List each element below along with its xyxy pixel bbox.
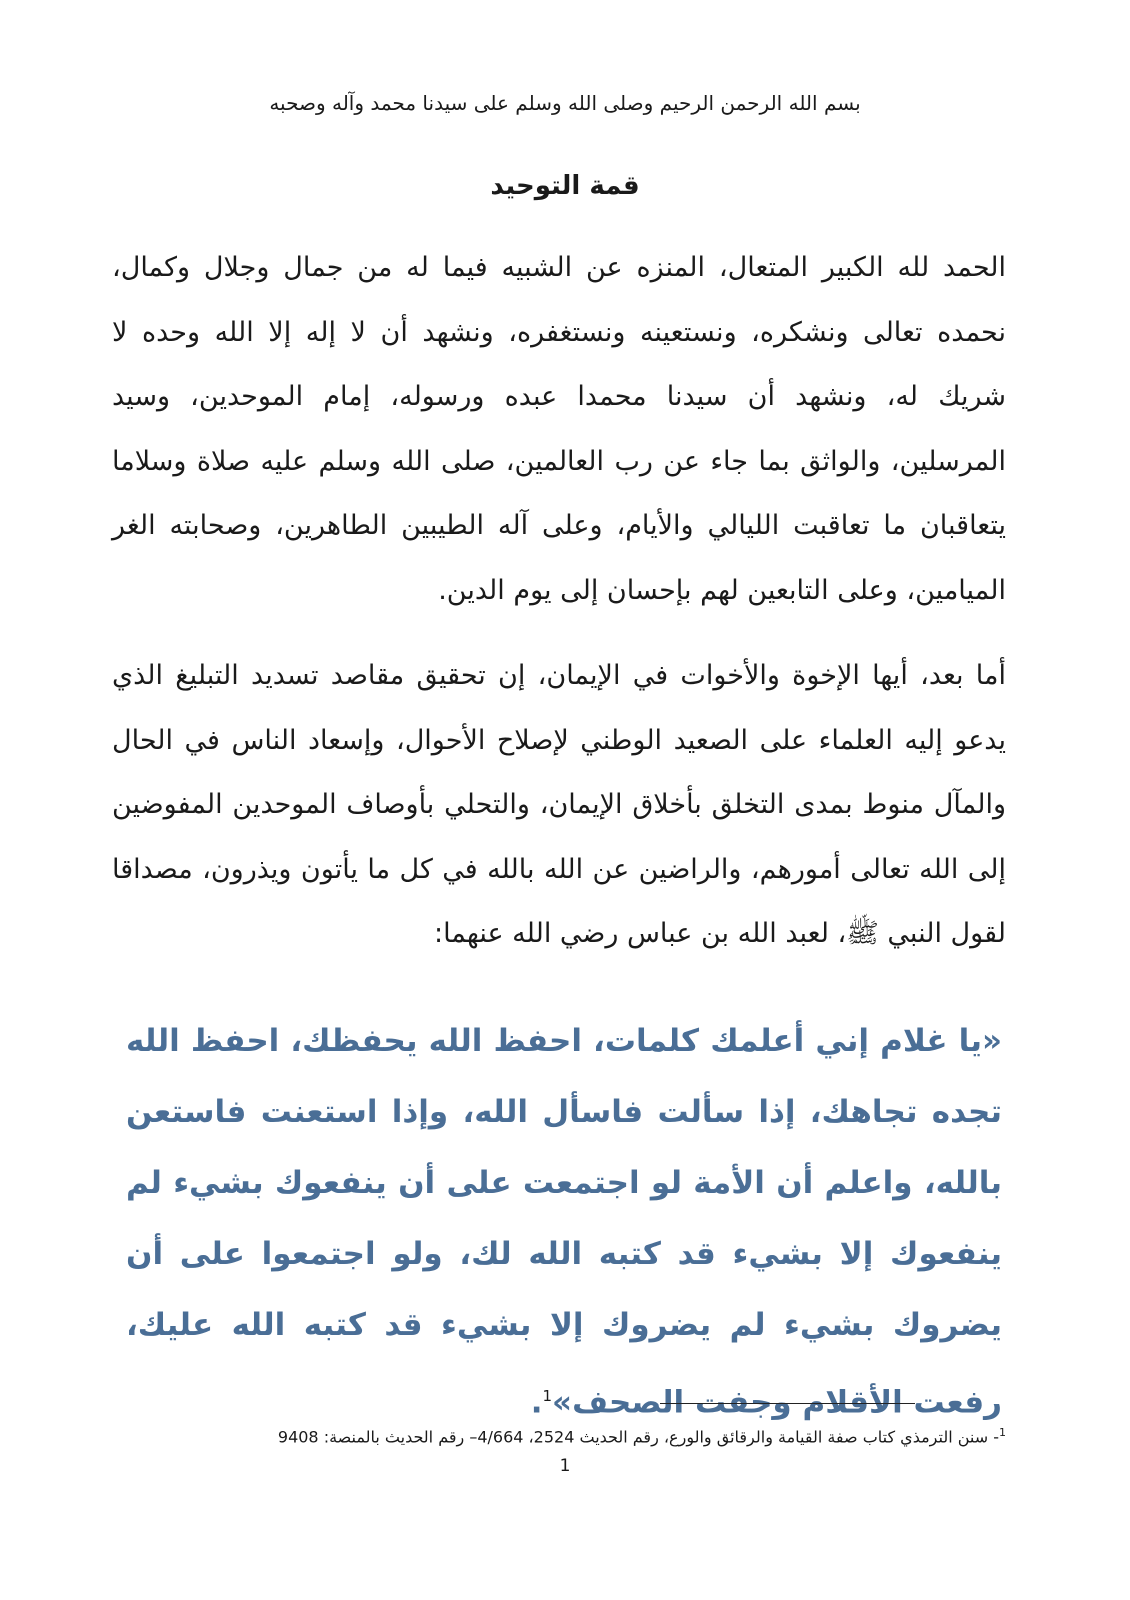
hadith-quote — [126, 1006, 1002, 1438]
hadith-end-punctuation: . — [530, 1384, 543, 1421]
page-number: 1 — [559, 1456, 571, 1476]
hadith-text: «يا غلام إني أعلمك كلمات، احفظ الله يحفظك، احفظ الله تجده تجاهك، إذا سألت فاسأل الله، وإذا استعنت فاستعن بالله، واعلم أن الأمة لو اجتمعت على أن ينفعوك بشيء لم ينفعوك إلا بشيء قد كتبه الله لك، ولو اجتمعوا على أن يضروك بشيء لم يضروك إلا بشيء قد كتبه الله عليك، رفعت الأقلام وجفت الصحف» — [126, 1023, 1002, 1421]
page-title: قمة التوحيد — [490, 171, 640, 201]
hadith-footnote-marker: 1 — [542, 1387, 553, 1405]
basmala-heading: بسم الله الرحمن الرحيم وصلى الله وسلم على سيدنا محمد وآله وصحبه — [269, 91, 861, 115]
footnote-separator — [660, 1403, 915, 1404]
footnote — [200, 1422, 1006, 1448]
footnote-text: - سنن الترمذي كتاب صفة القيامة والرقائق والورع، رقم الحديث 2524، 4/664– رقم الحديث بالمنصة: 9408 — [277, 1427, 999, 1447]
footnote-marker: 1 — [999, 1426, 1006, 1439]
paragraph-praise: الحمد لله الكبير المتعال، المنزه عن الشبيه فيما له من جمال وجلال وكمال، نحمده تعالى ونشكره، ونستعينه ونستغفره، ونشهد أن لا إله إلا الله وحده لا شريك له، ونشهد أن سيدنا محمدا عبده ورسوله، إمام الموحدين، وسيد المرسلين، والواثق بما جاء عن رب العالمين، صلى الله وسلم عليه صلاة وسلاما يتعاقبان ما تعاقبت الليالي والأيام، وعلى آله الطيبين الطاهرين، وصحابته الغر الميامين، وعلى التابعين لهم بإحسان إلى يوم الدين. — [112, 252, 1006, 606]
paragraph-introduction: أما بعد، أيها الإخوة والأخوات في الإيمان، إن تحقيق مقاصد تسديد التبليغ الذي يدعو إليه العلماء على الصعيد الوطني لإصلاح الأحوال، وإسعاد الناس في الحال والمآل منوط بمدى التخلق بأخلاق الإيمان، والتحلي بأوصاف الموحدين المفوضين إلى الله تعالى أمورهم، والراضين عن الله بالله في كل ما يأتون ويذرون، مصداقا لقول النبي ﷺ، لعبد الله بن عباس رضي الله عنهما: — [112, 660, 1006, 949]
